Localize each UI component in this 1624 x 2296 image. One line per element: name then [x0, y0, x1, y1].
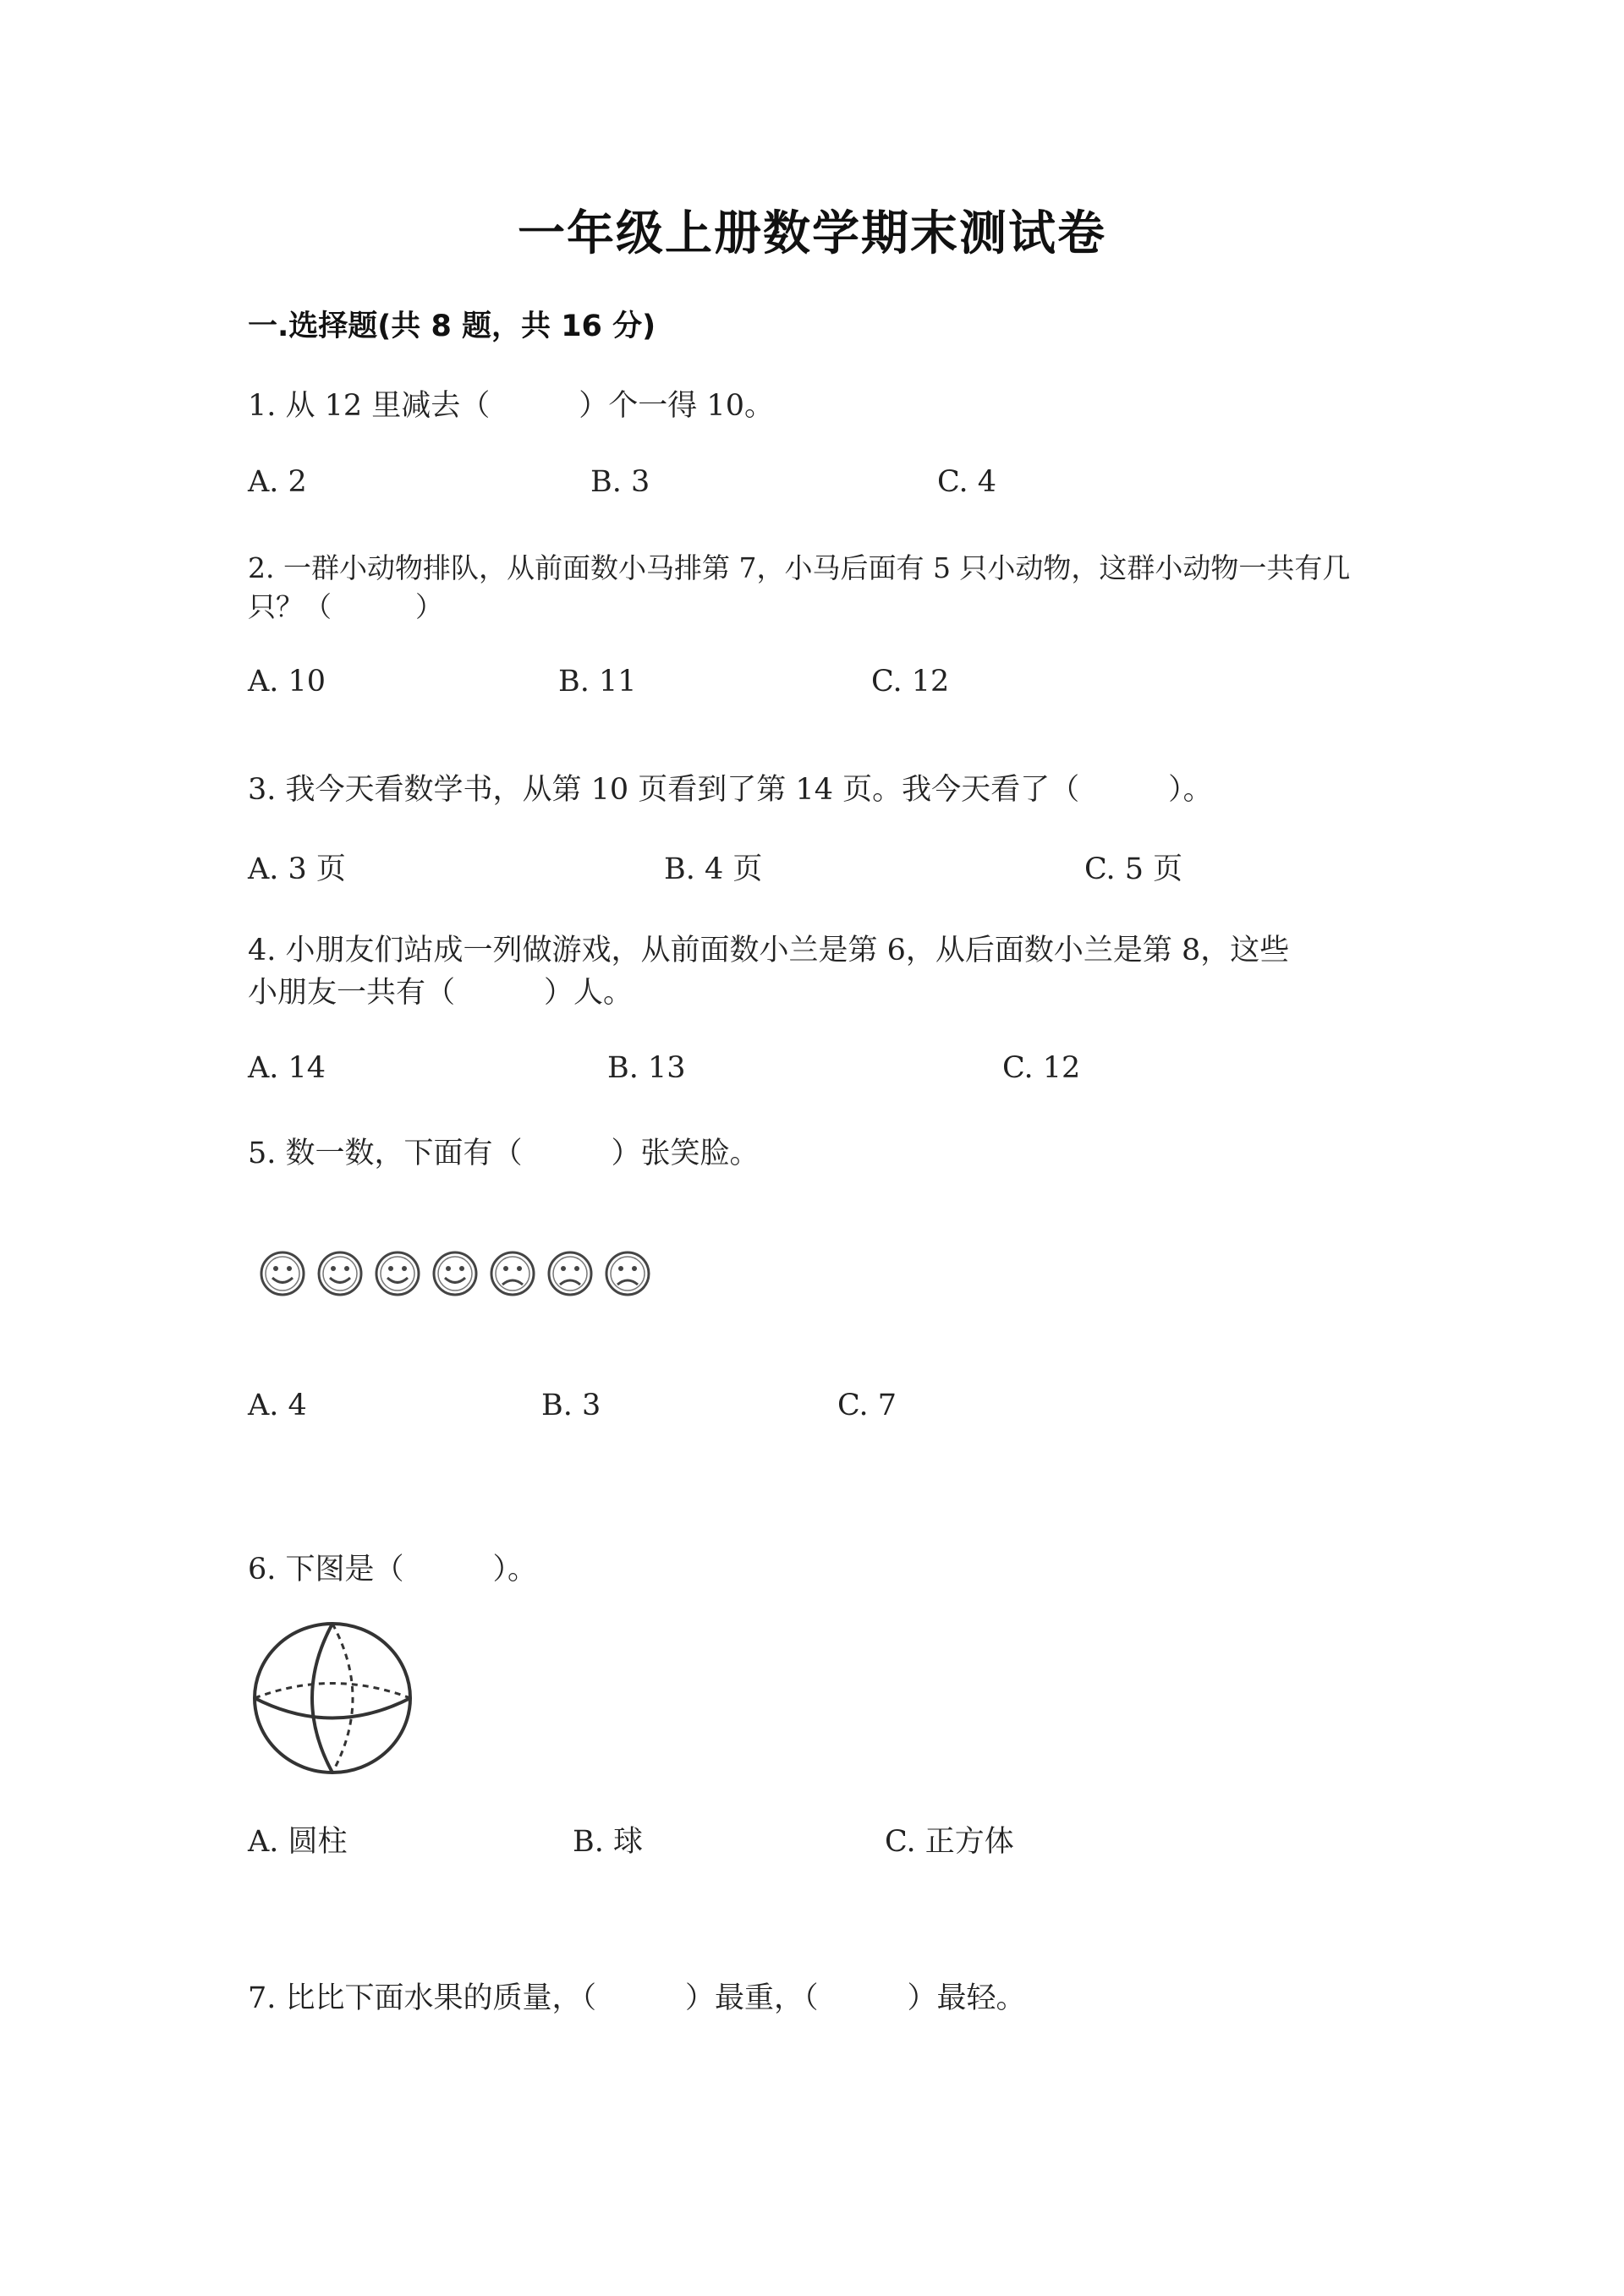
- q6-option-c[interactable]: C. 正方体: [885, 1825, 1014, 1859]
- question-7: 7. 比比下面水果的质量，（ ）最重，（ ）最轻。: [248, 1981, 1026, 2015]
- q5-option-a[interactable]: A. 4: [248, 1389, 307, 1422]
- sphere-figure: [250, 1619, 419, 1777]
- frowny-face-icon: [489, 1250, 536, 1297]
- question-3: 3. 我今天看数学书，从第 10 页看到了第 14 页。我今天看了（ ）。: [248, 773, 1213, 807]
- q3-option-c[interactable]: C. 5 页: [1084, 852, 1183, 886]
- sphere-equator-front: [255, 1698, 410, 1718]
- section-heading: 一.选择题(共 8 题，共 16 分): [248, 310, 656, 343]
- question-6: 6. 下图是（ ）。: [248, 1553, 538, 1586]
- frowny-face-icon: [546, 1250, 594, 1297]
- q1-option-a[interactable]: A. 2: [248, 465, 307, 499]
- question-2-line2: 只？（ ）: [248, 590, 443, 623]
- question-4-line2: 小朋友一共有（ ）人。: [248, 976, 634, 1010]
- sphere-equator-back: [255, 1684, 410, 1699]
- sphere-meridian-front: [312, 1624, 332, 1773]
- smiley-face-icon: [431, 1250, 479, 1297]
- q6-option-a[interactable]: A. 圆柱: [248, 1825, 348, 1859]
- sphere-meridian-back: [332, 1624, 353, 1773]
- q4-option-a[interactable]: A. 14: [248, 1051, 326, 1085]
- q4-option-c[interactable]: C. 12: [1002, 1051, 1081, 1085]
- smiley-face-icon: [374, 1250, 421, 1297]
- page-title: 一年级上册数学期末测试卷: [518, 206, 1106, 261]
- smiley-face-icon: [316, 1250, 364, 1297]
- question-1: 1. 从 12 里减去（ ）个一得 10。: [248, 389, 774, 423]
- frowny-face-icon: [604, 1250, 651, 1297]
- q6-option-b[interactable]: B. 球: [573, 1825, 643, 1859]
- q5-option-b[interactable]: B. 3: [541, 1389, 601, 1422]
- q2-option-c[interactable]: C. 12: [871, 665, 950, 699]
- q4-option-b[interactable]: B. 13: [607, 1051, 686, 1085]
- q3-option-a[interactable]: A. 3 页: [248, 852, 346, 886]
- smiley-face-icon: [259, 1250, 306, 1297]
- q5-option-c[interactable]: C. 7: [837, 1389, 897, 1422]
- question-4: 4. 小朋友们站成一列做游戏，从前面数小兰是第 6，从后面数小兰是第 8，这些: [248, 934, 1290, 967]
- q2-option-b[interactable]: B. 11: [558, 665, 637, 699]
- question-5: 5. 数一数，下面有（ ）张笑脸。: [248, 1137, 760, 1170]
- q1-option-c[interactable]: C. 4: [937, 465, 997, 499]
- q2-option-a[interactable]: A. 10: [248, 665, 326, 699]
- question-2: 2. 一群小动物排队，从前面数小马排第 7，小马后面有 5 只小动物，这群小动物一共有几: [248, 551, 1351, 584]
- q1-option-b[interactable]: B. 3: [590, 465, 650, 499]
- sphere-outline: [255, 1624, 410, 1773]
- q3-option-b[interactable]: B. 4 页: [664, 852, 763, 886]
